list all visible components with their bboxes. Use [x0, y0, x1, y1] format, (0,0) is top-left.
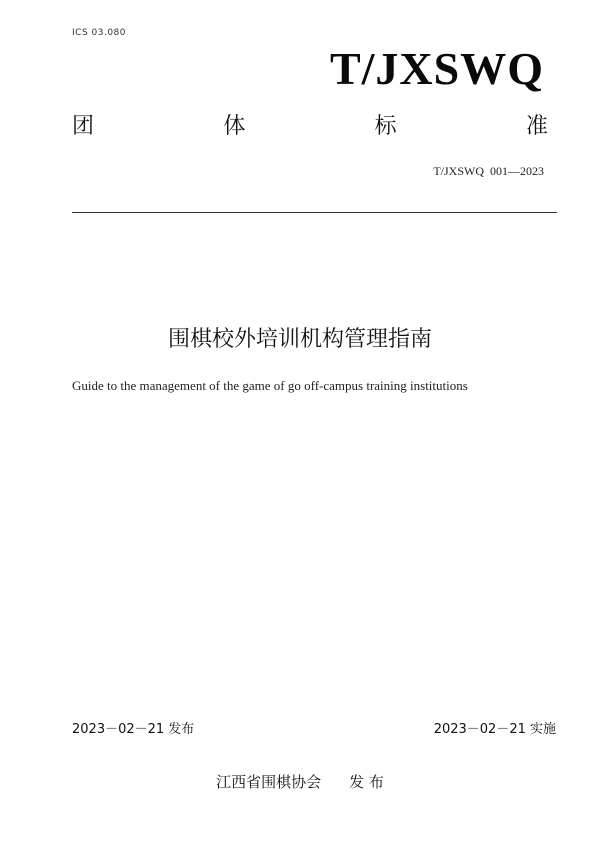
issue-date: 2023－02－21 发布: [72, 722, 195, 737]
standard-type-char: 团: [72, 114, 95, 139]
publisher-line: [0, 771, 600, 792]
standard-type-char: 体: [223, 114, 246, 139]
implementation-date: 2023－02－21 实施: [433, 722, 556, 737]
standard-type-char: 准: [525, 114, 548, 139]
standard-brand-logo: T/JXSWQ: [329, 43, 544, 94]
document-title-chinese: 围棋校外培训机构管理指南: [167, 327, 432, 352]
publisher-name: 江西省围棋协会: [216, 773, 322, 791]
standard-type: [72, 116, 548, 138]
standard-number: T/JXSWQ 001—2023: [433, 164, 544, 178]
publisher-action: 发 布: [349, 773, 384, 791]
document-title-english: Guide to the management of the game of go off-campus training institutions: [72, 378, 468, 393]
standard-type-char: 标: [374, 114, 397, 139]
ics-code: ICS 03.080: [72, 28, 127, 38]
header-divider: [72, 212, 557, 213]
